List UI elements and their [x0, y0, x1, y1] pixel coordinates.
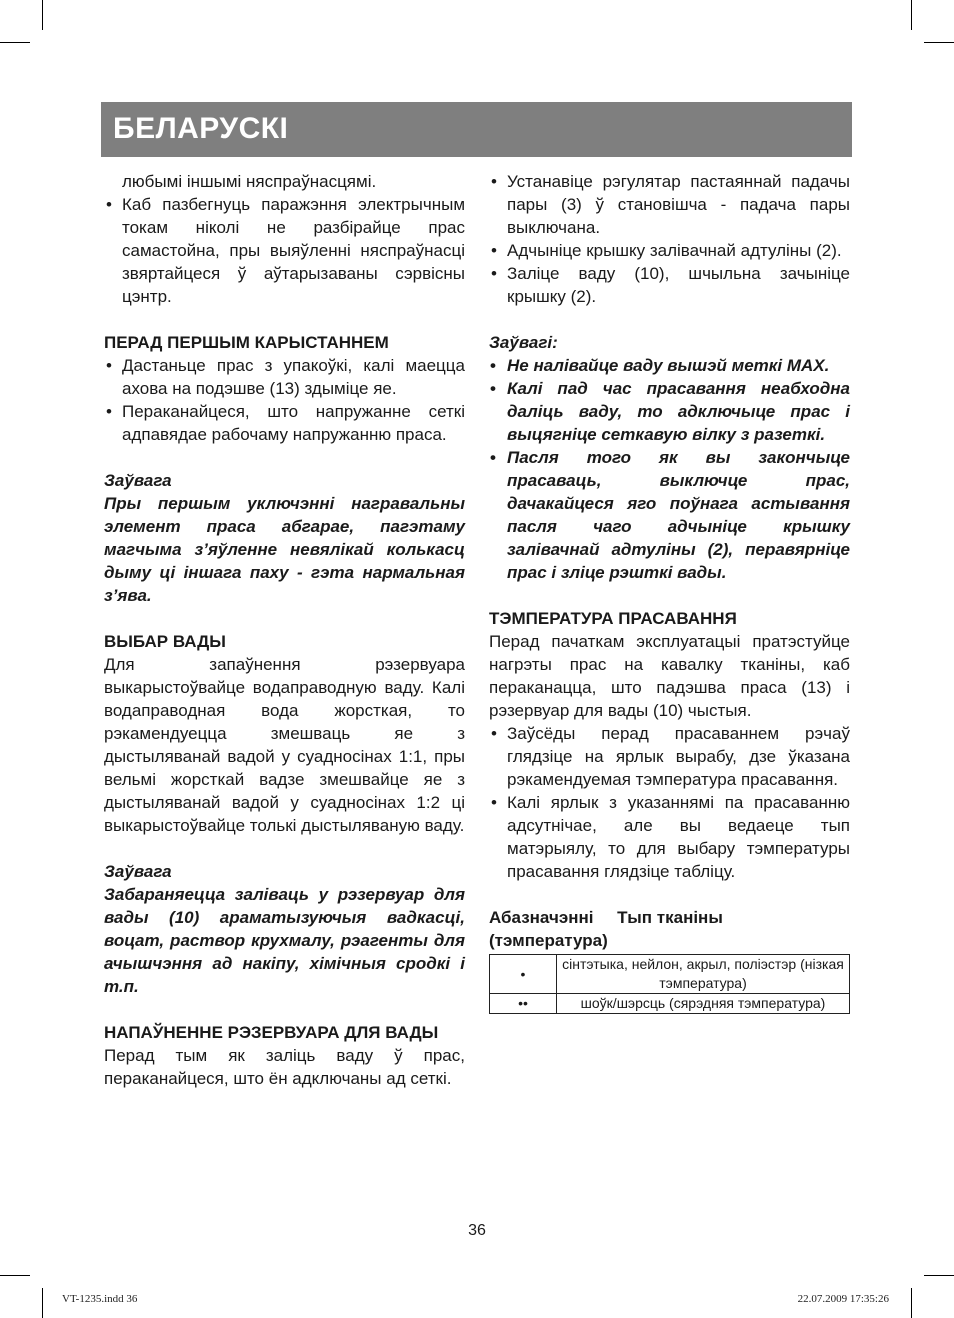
- crop-mark: [42, 0, 43, 30]
- fabric-type: шоўк/шэрсць (сярэдняя тэмпература): [557, 994, 850, 1014]
- note-item: • Пасля того як вы закончыце прасаваць, выключце прас, дачакайцеся яго поўнага астывання пасля чаго адчыніце крышку залівачнай адтуліны (2), перавярніце прас і зліце рэшткі вады.: [490, 448, 850, 582]
- list-item: • Пераканайцеся, што напружанне сеткі адпавядае рабочаму напружанню праса.: [106, 402, 465, 444]
- temperature-table: [489, 954, 850, 1014]
- table-legend: [489, 906, 850, 952]
- page-number: 36: [468, 1222, 486, 1239]
- left-column: [104, 170, 465, 1090]
- temperature-symbol: •: [490, 955, 557, 994]
- crop-mark: [924, 1275, 954, 1276]
- temperature-symbol: ••: [490, 994, 557, 1014]
- section-heading: ТЭМПЕРАТУРА ПРАСАВАННЯ: [489, 609, 737, 628]
- crop-mark: [0, 42, 30, 43]
- paragraph: любымі іншымі няспраўнасцямі.: [122, 172, 377, 191]
- right-column: [489, 170, 850, 1014]
- list-item: • Каб пазбегнуць паражэння электрычным токам ніколі не разбірайце прас самастойна, пры выяўленні няспраўнасці звяртайцеся ў аўтарызаваны сэрвісны цэнтр.: [106, 195, 465, 306]
- note-title: Заўвагі:: [489, 333, 558, 352]
- table-row: [490, 994, 850, 1014]
- fabric-type: сінтэтыка, нейлон, акрыл, поліэстэр (нізкая тэмпература): [557, 955, 850, 994]
- footer-date: 22.07.2009 17:35:26: [797, 1293, 889, 1305]
- note-text: Забараняецца заліваць у рэзервуар для вады (10) араматызуючыя вадкасці, воцат, раствор крухмалу, рэагенты для ачышчэння ад накіпу, хімічныя сродкі і т.п.: [104, 885, 465, 996]
- list-item: • Устанавіце рэгулятар пастаяннай падачы пары (3) ў становішча - падача пары выключана.: [491, 172, 850, 237]
- section-heading: НАПАЎНЕННЕ РЭЗЕРВУАРА ДЛЯ ВАДЫ: [104, 1023, 439, 1042]
- bullet-icon: •: [490, 379, 496, 398]
- bullet-icon: •: [106, 356, 112, 375]
- section-header: [101, 102, 852, 157]
- section-heading: ПЕРАД ПЕРШЫМ КАРЫСТАННЕМ: [104, 333, 389, 352]
- crop-mark: [911, 0, 912, 30]
- bullet-icon: •: [106, 195, 112, 214]
- list-item: • Адчыніце крышку залівачнай адтуліны (2).: [491, 241, 842, 260]
- bullet-icon: •: [490, 356, 496, 375]
- paragraph: Перад пачаткам эксплуатацыі пратэстуйце нагрэты прас на кавалку тканіны, каб пераканацца, што падэшва праса (13) і рэзервуар для вады (10) чыстыя.: [489, 632, 850, 720]
- note-title: Заўвага: [104, 471, 172, 490]
- bullet-icon: •: [491, 264, 497, 283]
- note-text: Пры першым уключэнні награвальны элемент праса абгарае, пагэтаму магчыма з’яўленне невялікай колькасц дыму ці іншага паху - гэта нармальная з’ява.: [104, 494, 465, 605]
- legend-temperature: (тэмпература): [489, 931, 608, 950]
- bullet-icon: •: [490, 448, 496, 467]
- crop-mark: [42, 1288, 43, 1318]
- crop-mark: [924, 42, 954, 43]
- footer-file: VT-1235.indd 36: [62, 1293, 138, 1305]
- list-item: • Заліце ваду (10), шчыльна зачыніце крышку (2).: [491, 264, 850, 306]
- bullet-icon: •: [106, 402, 112, 421]
- list-item: • Калі ярлык з указаннямі па прасаванню адсутнічае, але вы ведаеце тып матэрыялу, то для выбару тэмпературы прасавання глядзіце табліцу.: [491, 793, 850, 881]
- crop-mark: [911, 1288, 912, 1318]
- note-item: • Калі пад час прасавання неабходна даліць ваду, то адключыце прас і выцягніце сеткавую вілку з разеткі.: [490, 379, 850, 444]
- section-heading: ВЫБАР ВАДЫ: [104, 632, 226, 651]
- paragraph: Перад тым як заліць ваду ў прас, пераканайцеся, што ён адключаны ад сеткі.: [104, 1046, 465, 1088]
- note-title: Заўвага: [104, 862, 172, 881]
- bullet-icon: •: [491, 172, 497, 191]
- crop-mark: [0, 1275, 30, 1276]
- table-row: [490, 955, 850, 994]
- note-item: • Не налівайце ваду вышэй меткі MAX.: [490, 356, 830, 375]
- legend-fabric: Тып тканіны: [617, 908, 723, 927]
- section-title: БЕЛАРУСКІ: [113, 112, 289, 145]
- paragraph: Для запаўнення рэзервуара выкарыстоўвайце водаправодную ваду. Калі водаправодная вода жорсткая, то рэкамендуецца змешваць яе з дыстыляванай вадой у суадносінах 1:1, пры вельмі жорсткай вадзе змешвайце яе з дыстыляванай вадой у суадносінах 1:2 ці выкарыстоўвайце толькі дыстыляваную ваду.: [104, 655, 465, 835]
- bullet-icon: •: [491, 241, 497, 260]
- bullet-icon: •: [491, 793, 497, 812]
- list-item: • Дастаньце прас з упакоўкі, калі маецца ахова на подэшве (13) здыміце яе.: [106, 356, 465, 398]
- bullet-icon: •: [491, 724, 497, 743]
- legend-symbols: Абазначэнні: [489, 908, 594, 927]
- list-item: • Заўсёды перад прасаваннем рэчаў глядзіце на ярлык вырабу, дзе ўказана рэкамендуемая тэмпература прасавання.: [491, 724, 850, 789]
